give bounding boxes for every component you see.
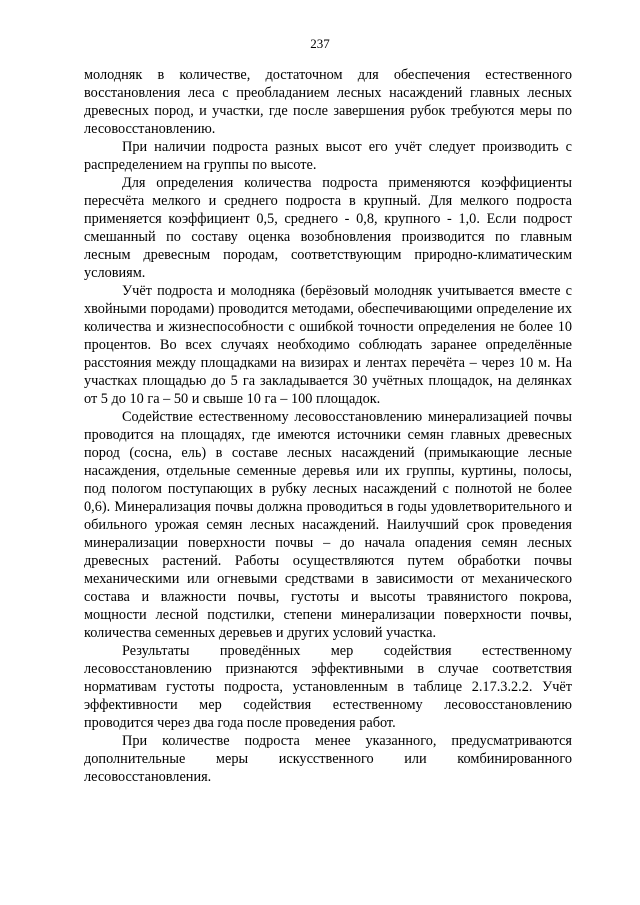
paragraph-undergrowth-accounting: Учёт подроста и молодняка (берёзовый молодняк учитывается вместе с хвойными породами) проводится методами, обеспечивающими определение их количества и жизнеспособности с ошибкой точности определения не более 10 процентов. Во всех случаях необходимо соблюдать заранее определённые расстояния между площадками на визирах и лентах перечёта – через 10 м. На участках площадью до 5 га закладывается 30 учётных площадок, на делянках от 5 до 10 га – 50 и свыше 10 га – 100 площадок. bbox=[84, 283, 572, 407]
paragraph-results-effectiveness: Результаты проведённых мер содействия естественному лесовосстановлению признаются эффективными в случае соответствия нормативам густоты подроста, установленным в таблице 2.17.3.2.2. Учёт эффективности мер содействия естественному лесовосстановлению проводится через два года после проведения работ. bbox=[84, 643, 572, 731]
document-body bbox=[84, 66, 572, 786]
paragraph-undergrowth-heights: При наличии подроста разных высот его учёт следует производить с распределением на группы по высоте. bbox=[84, 139, 572, 173]
paragraph-continuation: молодняк в количестве, достаточном для обеспечения естественного восстановления леса с преобладанием лесных насаждений главных лесных древесных пород, и участки, где после завершения рубок требуются меры по лесовосстановлению. bbox=[84, 67, 572, 137]
paragraph-conversion-coefficients: Для определения количества подроста применяются коэффициенты пересчёта мелкого и среднего подроста в крупный. Для мелкого подроста применяется коэффициент 0,5, среднего - 0,8, крупного - 1,0. Если подрост смешанный по составу оценка возобновления производится по главным лесным древесным породам, соответствующим природно-климатическим условиям. bbox=[84, 175, 572, 281]
page-number: 237 bbox=[310, 36, 330, 51]
paragraph-additional-measures: При количестве подроста менее указанного, предусматриваются дополнительные меры искусственного или комбинированного лесовосстановления. bbox=[84, 733, 572, 785]
paragraph-soil-mineralization: Содействие естественному лесовосстановлению минерализацией почвы проводится на площадях, где имеются источники семян главных древесных пород (сосна, ель) в составе лесных насаждений (примыкающие лесные насаждения, отдельные семенные деревья или их группы, куртины, полосы, под пологом поступающих в рубку лесных насаждений с полнотой не более 0,6). Минерализация почвы должна проводиться в годы удовлетворительного и обильного урожая семян лесных насаждений. Наилучший срок проведения минерализации поверхности почвы – до начала опадения семян лесных древесных растений. Работы осуществляются путем обработки почвы механическими или огневыми средствами в зависимости от механического состава и влажности почвы, густоты и высоты травянистого покрова, мощности лесной подстилки, степени минерализации поверхности почвы, количества семенных деревьев и других условий участка. bbox=[84, 409, 572, 641]
